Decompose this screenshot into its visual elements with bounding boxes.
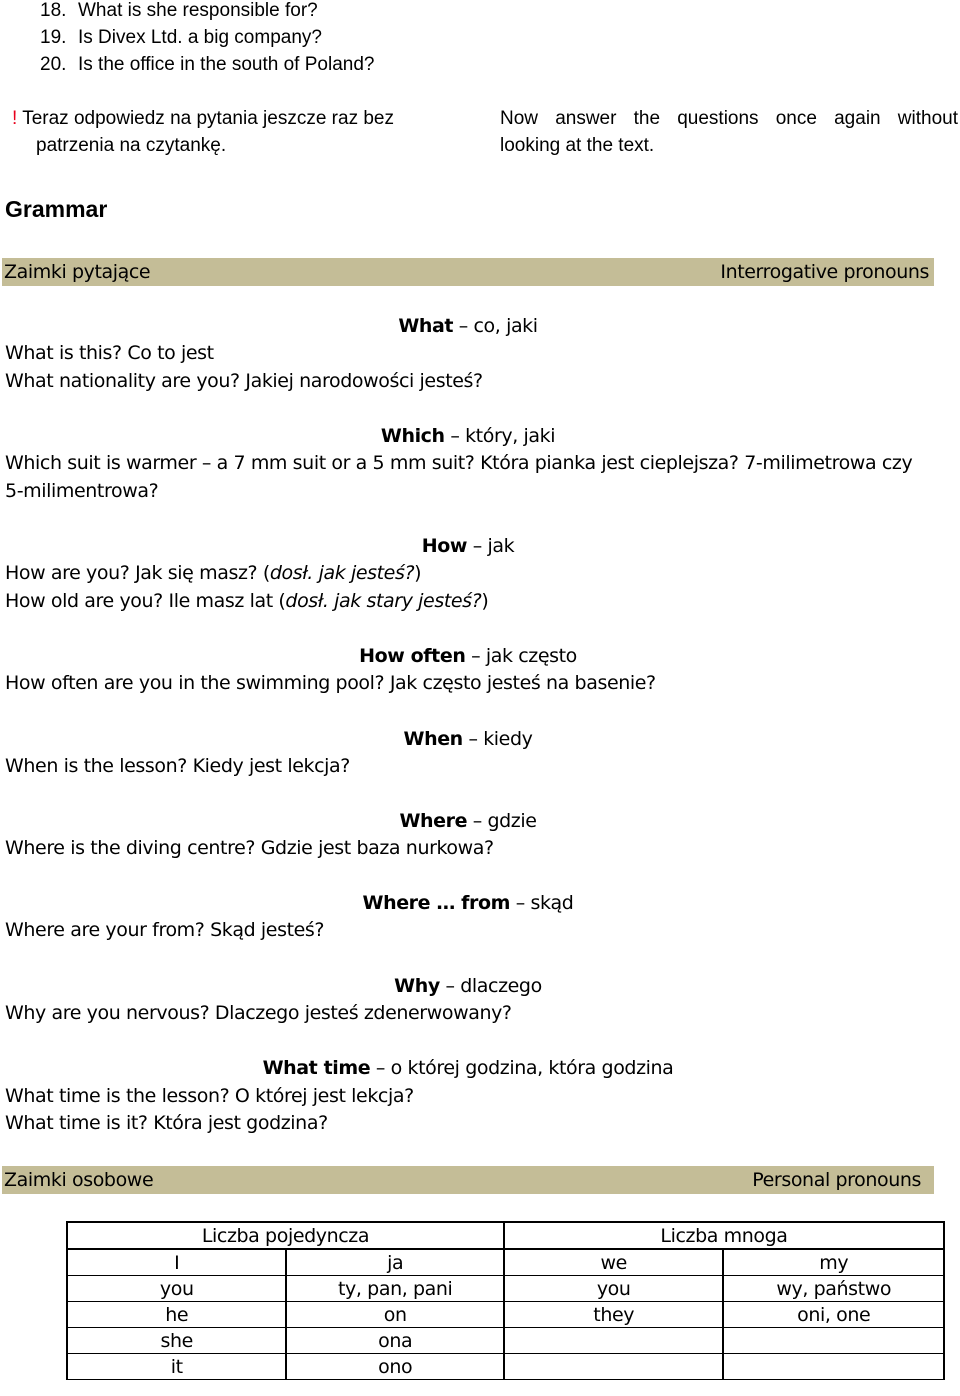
list-item: 19. Is Divex Ltd. a big company? <box>40 27 322 48</box>
section-bar-interrogative <box>2 258 934 286</box>
list-item: 18. What is she responsible for? <box>40 0 318 21</box>
pronoun-heading-where-from: Where … from – skąd <box>362 892 574 914</box>
example-sentence: How often are you in the swimming pool? Jak często jesteś na basenie? <box>5 672 656 694</box>
example-sentence: When is the lesson? Kiedy jest lekcja? <box>5 755 350 777</box>
bar-right-label: Personal pronouns <box>752 1169 921 1191</box>
example-sentence: What time is the lesson? O której jest lekcja? <box>5 1085 414 1107</box>
header-plural: Liczba mnoga <box>504 1222 944 1249</box>
instruction-pl-line2: patrzenia na czytankę. <box>36 135 227 156</box>
instruction-en-line2: looking at the text. <box>500 135 655 156</box>
table-row: I ja we my <box>67 1249 944 1276</box>
pronoun-heading-what: What – co, jaki <box>398 315 538 337</box>
section-bar-personal <box>2 1166 934 1194</box>
table-header-row <box>67 1222 944 1249</box>
bar-right-label: Interrogative pronouns <box>720 261 929 283</box>
example-sentence: Where is the diving centre? Gdzie jest baza nurkowa? <box>5 837 494 859</box>
example-sentence: Why are you nervous? Dlaczego jesteś zdenerwowany? <box>5 1002 512 1024</box>
pronoun-heading-where: Where – gdzie <box>399 810 537 832</box>
example-sentence: Where are your from? Skąd jesteś? <box>5 919 325 941</box>
pronoun-heading-how-often: How often – jak często <box>359 645 577 667</box>
bar-left-label: Zaimki pytające <box>4 261 151 283</box>
section-title-grammar: Grammar <box>5 196 108 222</box>
pronoun-heading-what-time: What time – o której godzina, która godzina <box>262 1057 674 1079</box>
table-row: he on they oni, one <box>67 1302 944 1328</box>
example-sentence: What time is it? Która jest godzina? <box>5 1112 328 1134</box>
pronoun-heading-which: Which – który, jaki <box>380 425 556 447</box>
instruction-en-line1: Now answer the questions once again without <box>500 108 958 129</box>
header-singular: Liczba pojedyncza <box>67 1222 504 1249</box>
table-row: she ona <box>67 1328 944 1354</box>
example-sentence: How are you? Jak się masz? (dosł. jak jesteś?) <box>5 562 422 584</box>
example-sentence: What nationality are you? Jakiej narodowości jesteś? <box>5 370 483 392</box>
example-sentence: How old are you? Ile masz lat (dosł. jak stary jesteś?) <box>5 590 489 612</box>
exclamation-mark: ! <box>12 108 18 129</box>
instruction-pl-line1: ! Teraz odpowiedz na pytania jeszcze raz bez <box>12 108 394 129</box>
pronoun-heading-how: How – jak <box>421 535 515 557</box>
list-item: 20. Is the office in the south of Poland? <box>40 54 375 75</box>
personal-pronouns-table <box>66 1221 945 1380</box>
pronoun-heading-when: When – kiedy <box>403 728 533 750</box>
example-sentence: 5-milimentrowa? <box>5 480 159 502</box>
bar-left-label: Zaimki osobowe <box>4 1169 154 1191</box>
pronoun-heading-why: Why – dlaczego <box>394 975 542 997</box>
table-row: you ty, pan, pani you wy, państwo <box>67 1276 944 1302</box>
table-row: it ono <box>67 1354 944 1380</box>
example-sentence: What is this? Co to jest <box>5 342 214 364</box>
example-sentence: Which suit is warmer – a 7 mm suit or a 5 mm suit? Która pianka jest cieplejsza? 7-milimetrowa czy <box>5 452 913 474</box>
question-list <box>40 0 374 78</box>
